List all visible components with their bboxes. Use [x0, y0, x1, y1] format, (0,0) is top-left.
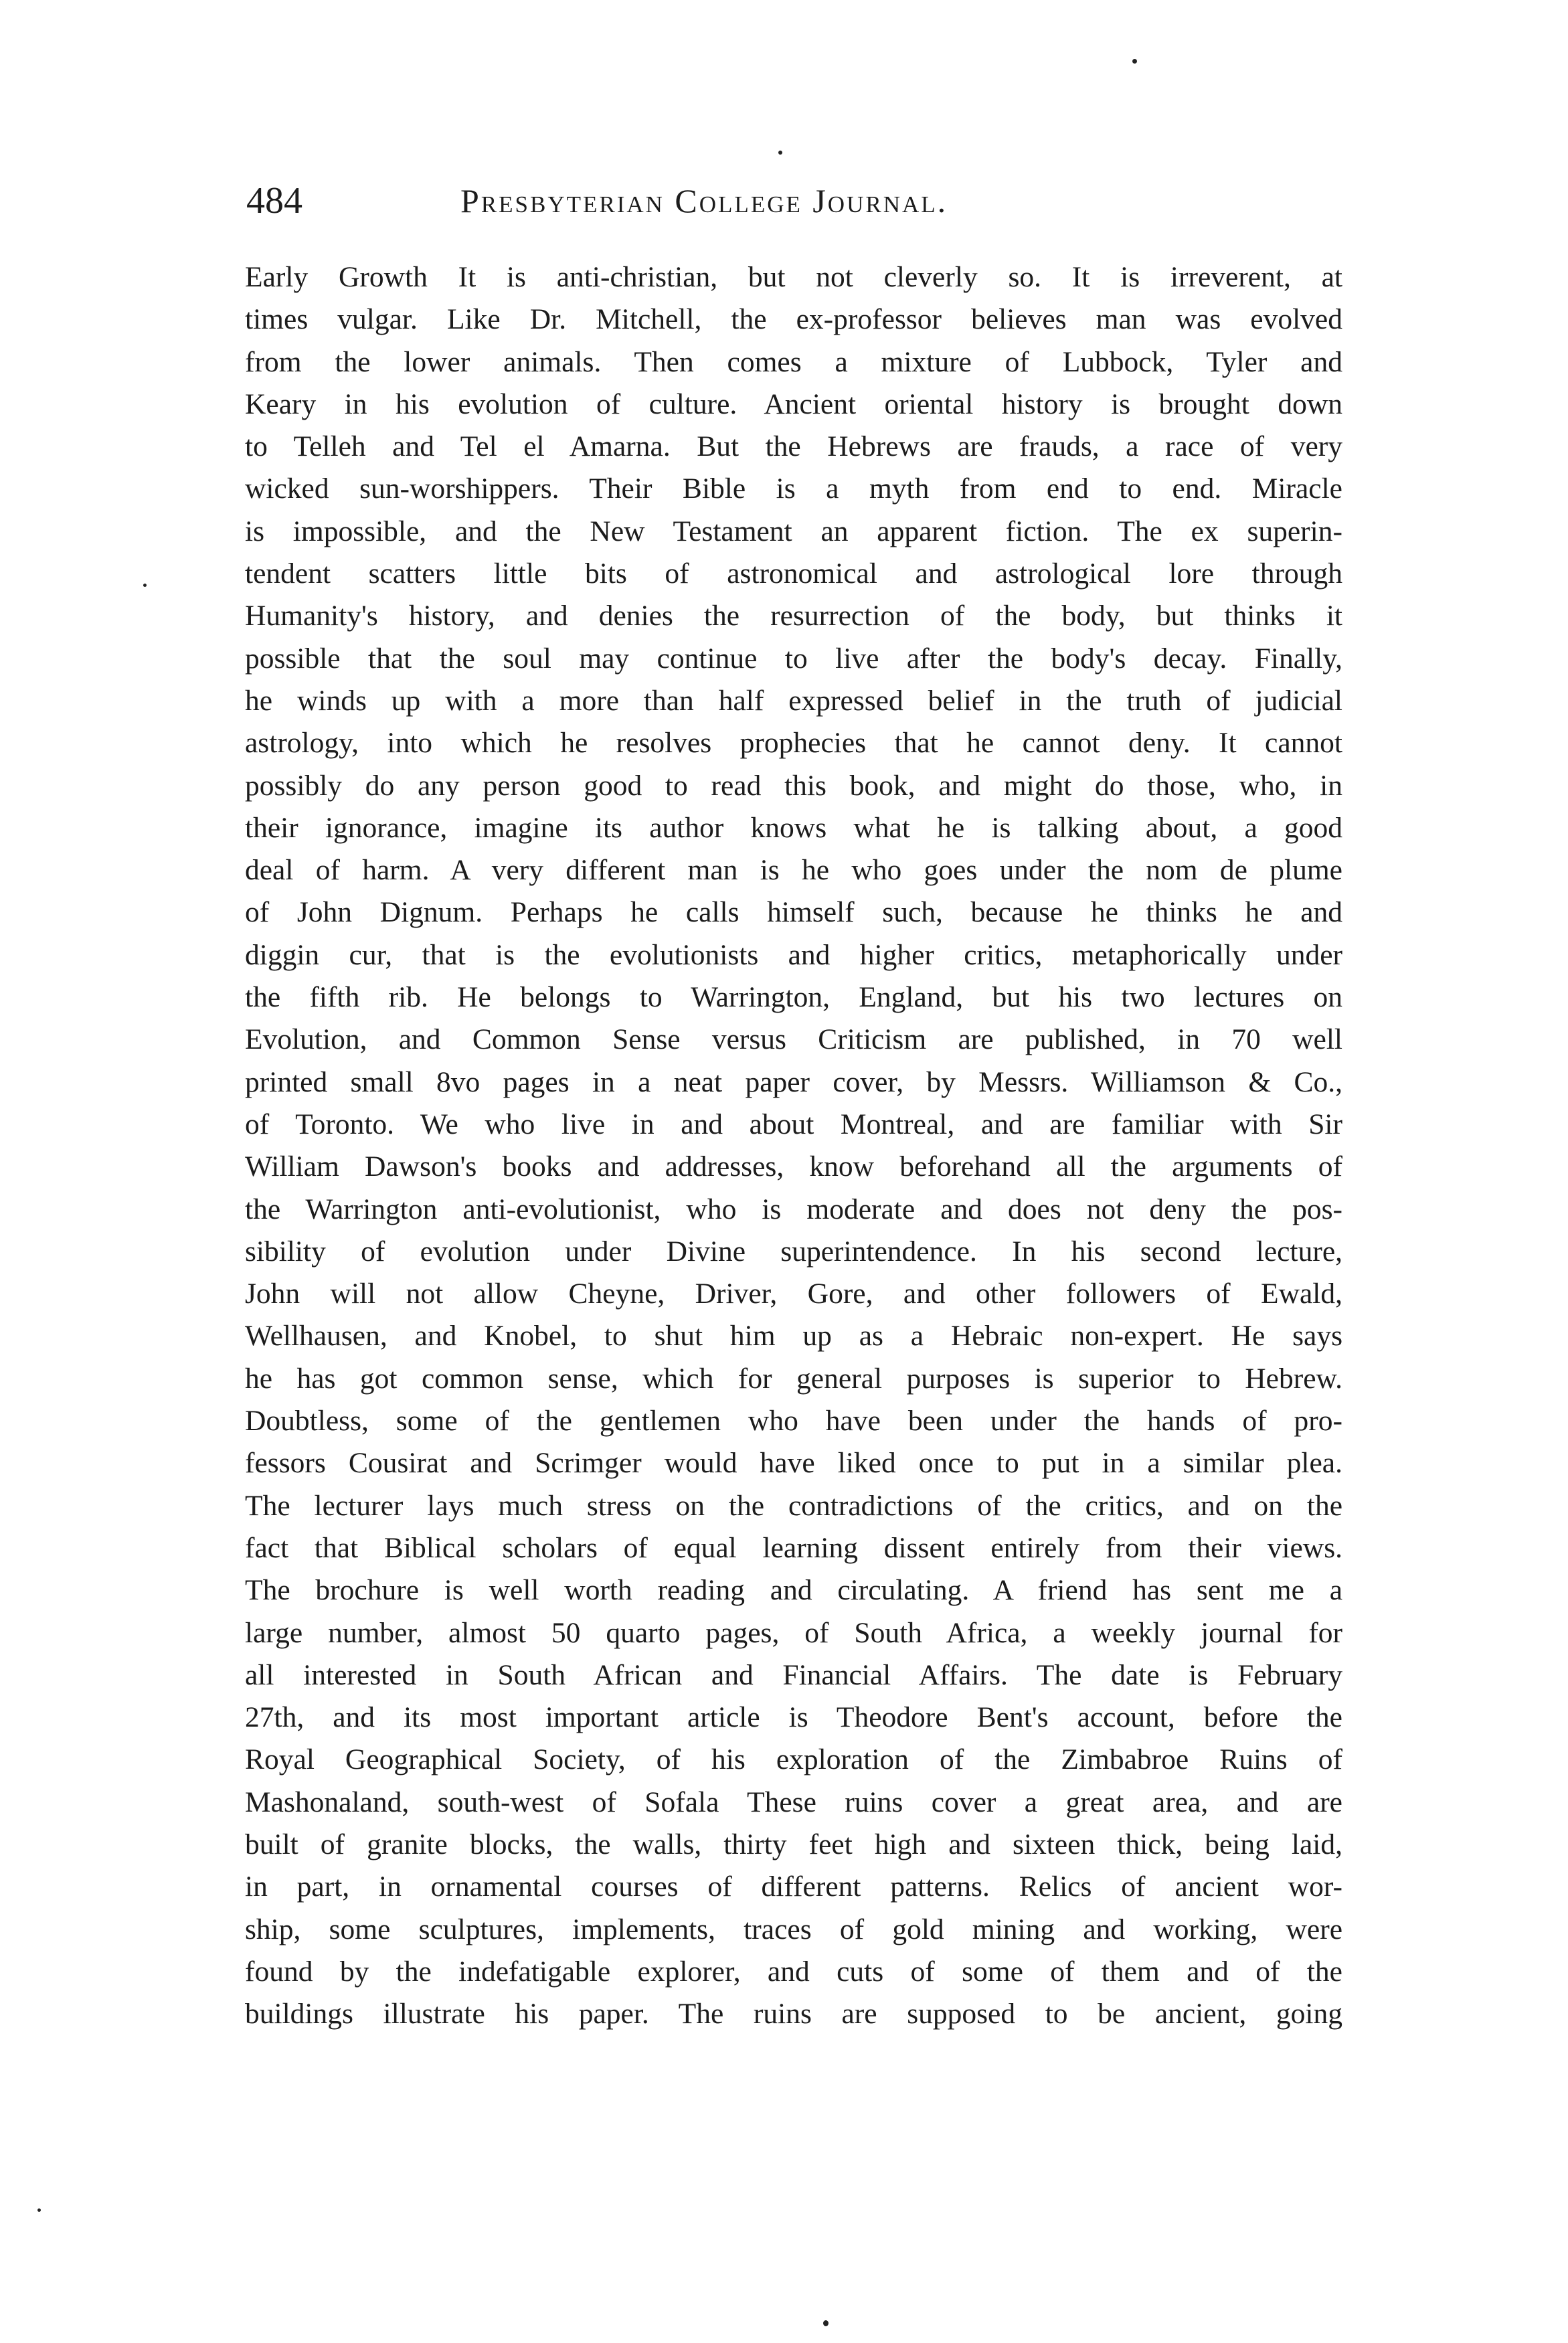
text-line: sibility of evolution under Divine superintendence. In his second lecture,	[245, 1235, 1342, 1268]
body-text	[245, 256, 1342, 2035]
scan-speck	[778, 151, 782, 155]
text-line: diggin cur, that is the evolutionists and higher critics, metaphorically under	[245, 938, 1342, 971]
text-line: in part, in ornamental courses of different patterns. Relics of ancient wor-	[245, 1871, 1342, 1903]
text-line: large number, almost 50 quarto pages, of South Africa, a weekly journal for	[245, 1616, 1342, 1649]
text-line: buildings illustrate his paper. The ruins are supposed to be ancient, going	[245, 1998, 1342, 2030]
text-line: to Telleh and Tel el Amarna. But the Hebrews are frauds, a race of very	[245, 430, 1342, 463]
text-line: Doubtless, some of the gentlemen who have been under the hands of pro-	[245, 1405, 1342, 1438]
text-line: deal of harm. A very different man is he who goes under the nom de plume	[245, 854, 1342, 887]
text-line: built of granite blocks, the walls, thirty feet high and sixteen thick, being laid,	[245, 1828, 1342, 1860]
text-line: 27th, and its most important article is Theodore Bent's account, before the	[245, 1701, 1342, 1734]
text-line: he winds up with a more than half expressed belief in the truth of judicial	[245, 684, 1342, 717]
text-line: from the lower animals. Then comes a mixture of Lubbock, Tyler and	[245, 345, 1342, 378]
running-head: Presbyterian College Journal.	[460, 182, 948, 220]
text-line: tendent scatters little bits of astronomical and astrological lore through	[245, 557, 1342, 590]
scan-speck	[823, 2320, 829, 2326]
text-line: Wellhausen, and Knobel, to shut him up as a Hebraic non-expert. He says	[245, 1320, 1342, 1353]
text-line: Early Growth It is anti-christian, but not cleverly so. It is irreverent, at	[245, 261, 1342, 293]
text-line: The brochure is well worth reading and circulating. A friend has sent me a	[245, 1574, 1342, 1607]
scan-speck	[37, 2208, 41, 2212]
text-line: he has got common sense, which for general purposes is superior to Hebrew.	[245, 1362, 1342, 1395]
text-line: John will not allow Cheyne, Driver, Gore, and other followers of Ewald,	[245, 1278, 1342, 1310]
text-line: possible that the soul may continue to live after the body's decay. Finally,	[245, 642, 1342, 675]
text-line: fessors Cousirat and Scrimger would have liked once to put in a similar plea.	[245, 1447, 1342, 1480]
text-line: times vulgar. Like Dr. Mitchell, the ex-professor believes man was evolved	[245, 303, 1342, 336]
text-line: is impossible, and the New Testament an apparent fiction. The ex superin-	[245, 515, 1342, 547]
text-line: Keary in his evolution of culture. Ancient oriental history is brought down	[245, 387, 1342, 420]
text-line: astrology, into which he resolves prophecies that he cannot deny. It cannot	[245, 727, 1342, 760]
text-line: ship, some sculptures, implements, traces of gold mining and working, were	[245, 1913, 1342, 1945]
text-line: possibly do any person good to read this book, and might do those, who, in	[245, 769, 1342, 802]
text-line: Humanity's history, and denies the resurrection of the body, but thinks it	[245, 600, 1342, 632]
text-line: the fifth rib. He belongs to Warrington, England, but his two lectures on	[245, 981, 1342, 1014]
text-line: their ignorance, imagine its author knows what he is talking about, a good	[245, 811, 1342, 844]
text-line: the Warrington anti-evolutionist, who is moderate and does not deny the pos-	[245, 1193, 1342, 1225]
text-line: Evolution, and Common Sense versus Criticism are published, in 70 well	[245, 1023, 1342, 1056]
text-line: of Toronto. We who live in and about Montreal, and are familiar with Sir	[245, 1108, 1342, 1140]
scan-speck	[143, 584, 147, 587]
text-line: found by the indefatigable explorer, and cuts of some of them and of the	[245, 1955, 1342, 1988]
text-line: Mashonaland, south-west of Sofala These ruins cover a great area, and are	[245, 1786, 1342, 1818]
text-line: fact that Biblical scholars of equal learning dissent entirely from their views.	[245, 1531, 1342, 1564]
text-line: printed small 8vo pages in a neat paper cover, by Messrs. Williamson & Co.,	[245, 1065, 1342, 1098]
text-line: William Dawson's books and addresses, know beforehand all the arguments of	[245, 1150, 1342, 1183]
text-line: Royal Geographical Society, of his exploration of the Zimbabroe Ruins of	[245, 1743, 1342, 1776]
text-line: The lecturer lays much stress on the contradictions of the critics, and on the	[245, 1489, 1342, 1522]
text-line: all interested in South African and Financial Affairs. The date is February	[245, 1658, 1342, 1691]
page-number: 484	[246, 180, 302, 222]
page-header	[246, 167, 1344, 234]
text-line: wicked sun-worshippers. Their Bible is a myth from end to end. Miracle	[245, 472, 1342, 505]
scan-speck	[1132, 59, 1137, 64]
text-line: of John Dignum. Perhaps he calls himself such, because he thinks he and	[245, 896, 1342, 929]
